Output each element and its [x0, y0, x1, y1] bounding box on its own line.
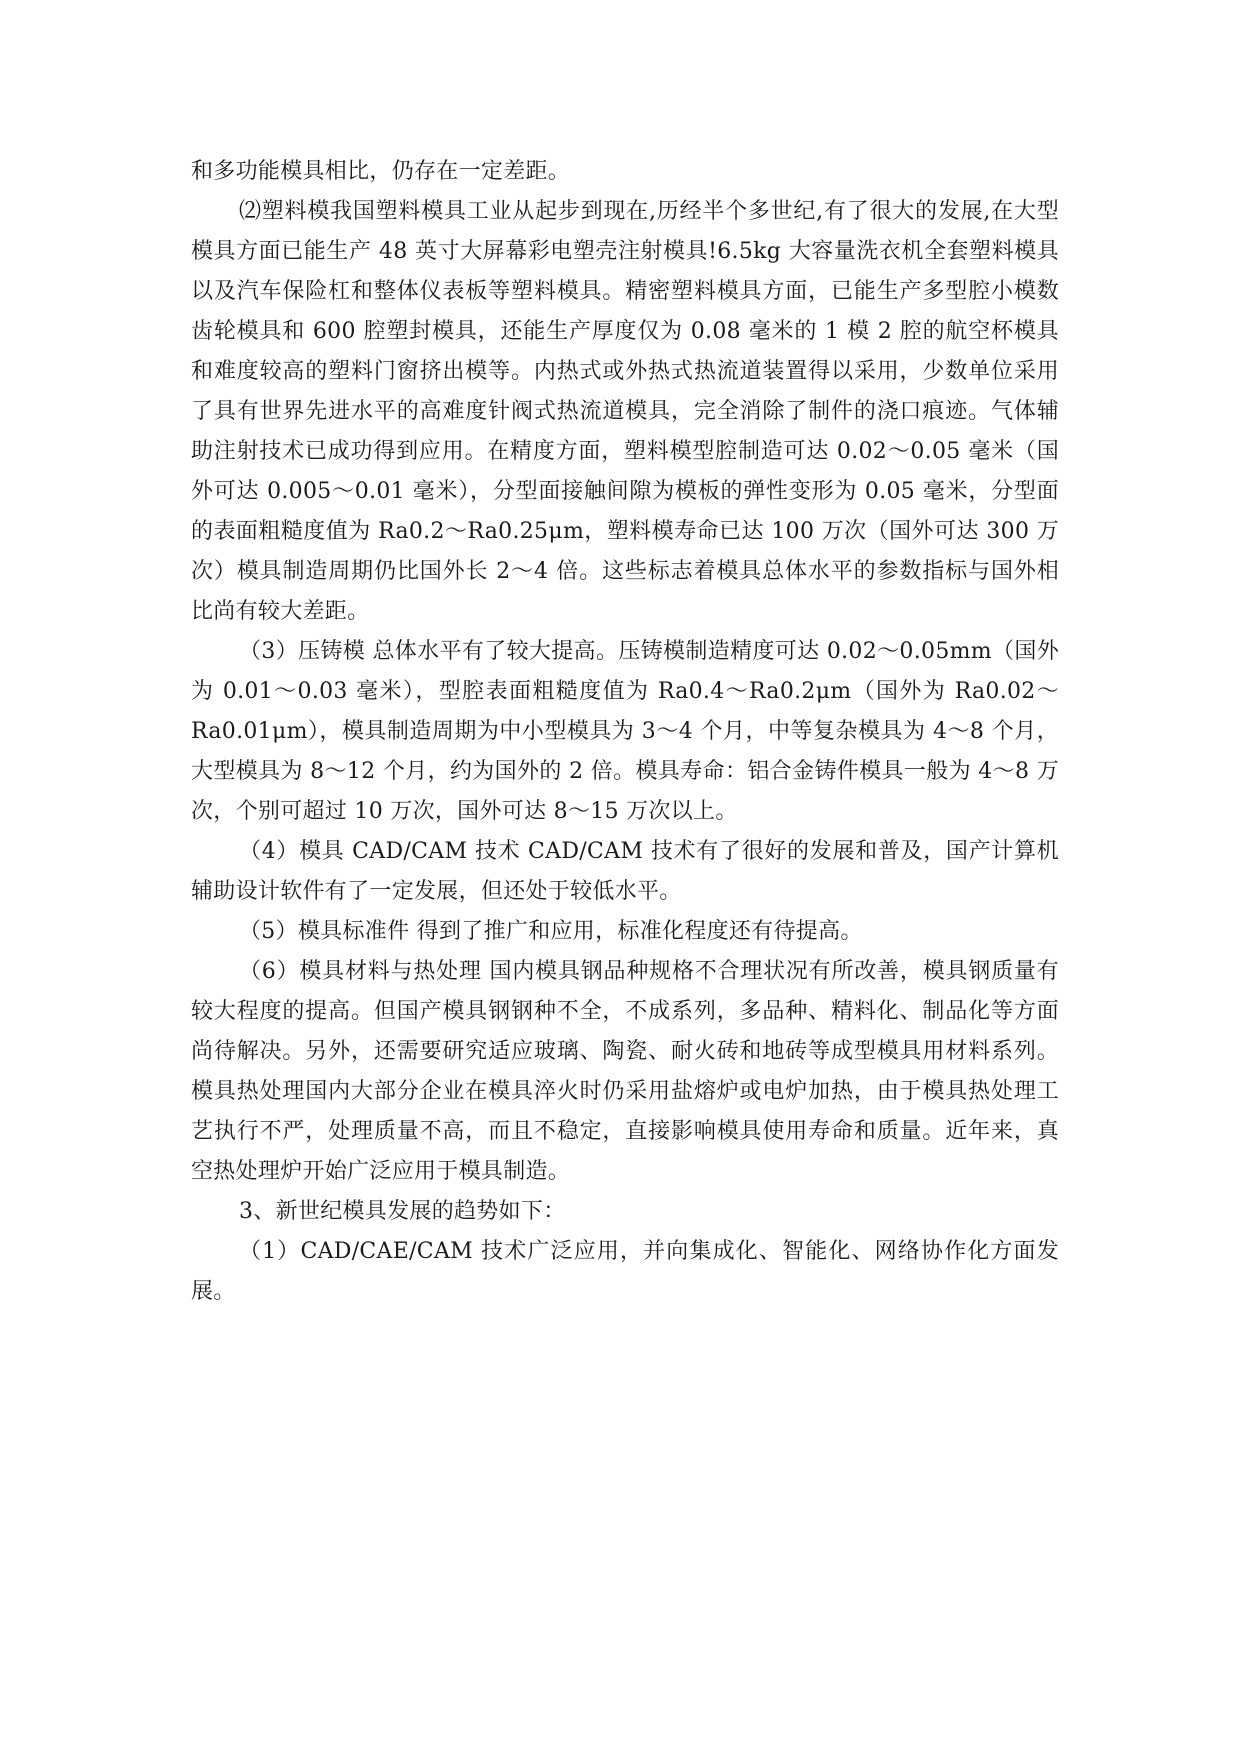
paragraph-continuation: 和多功能模具相比，仍存在一定差距。 — [191, 159, 571, 184]
body-text — [191, 152, 1059, 1312]
paragraph-trend-1: （1）CAD/CAE/CAM 技术广泛应用，并向集成化、智能化、网络协作化方面发展。 — [191, 1239, 1059, 1304]
paragraph-trends-heading: 3、新世纪模具发展的趋势如下： — [239, 1199, 566, 1224]
paragraph-die-casting-molds: （3）压铸模 总体水平有了较大提高。压铸模制造精度可达 0.02～0.05mm（国外为 0.01～0.03 毫米），型腔表面粗糙度值为 Ra0.4～Ra0.2μm（国外为 Ra0.02～Ra0.01μm），模具制造周期为中小型模具为 3～4 个月，中等复杂模具为 4～8 个月，大型模具为 8～12 个月，约为国外的 2 倍。模具寿命：铝合金铸件模具一般为 4～8 万次，个别可超过 10 万次，国外可达 8～15 万次以上。 — [191, 639, 1059, 824]
paragraph-plastic-molds: ⑵塑料模我国塑料模具工业从起步到现在,历经半个多世纪,有了很大的发展,在大型模具方面已能生产 48 英寸大屏幕彩电塑壳注射模具!6.5kg 大容量洗衣机全套塑料模具以及汽车保险杠和整体仪表板等塑料模具。精密塑料模具方面，已能生产多型腔小模数齿轮模具和 600 腔塑封模具，还能生产厚度仅为 0.08 毫米的 1 模 2 腔的航空杯模具和难度较高的塑料门窗挤出模等。内热式或外热式热流道装置得以采用，少数单位采用了具有世界先进水平的高难度针阀式热流道模具，完全消除了制件的浇口痕迹。气体辅助注射技术已成功得到应用。在精度方面，塑料模型腔制造可达 0.02～0.05 毫米（国外可达 0.005～0.01 毫米），分型面接触间隙为模板的弹性变形为 0.05 毫米，分型面的表面粗糙度值为 Ra0.2～Ra0.25μm，塑料模寿命已达 100 万次（国外可达 300 万次）模具制造周期仍比国外长 2～4 倍。这些标志着模具总体水平的参数指标与国外相比尚有较大差距。 — [191, 199, 1059, 624]
paragraph-cad-cam: （4）模具 CAD/CAM 技术 CAD/CAM 技术有了很好的发展和普及，国产计算机辅助设计软件有了一定发展，但还处于较低水平。 — [191, 839, 1059, 904]
paragraph-materials-heat-treatment: （6）模具材料与热处理 国内模具钢品种规格不合理状况有所改善，模具钢质量有较大程度的提高。但国产模具钢钢种不全，不成系列，多品种、精料化、制品化等方面尚待解决。另外，还需要研究适应玻璃、陶瓷、耐火砖和地砖等成型模具用材料系列。模具热处理国内大部分企业在模具淬火时仍采用盐熔炉或电炉加热，由于模具热处理工艺执行不严，处理质量不高，而且不稳定，直接影响模具使用寿命和质量。近年来，真空热处理炉开始广泛应用于模具制造。 — [191, 959, 1059, 1184]
paragraph-standard-parts: （5）模具标准件 得到了推广和应用，标准化程度还有待提高。 — [239, 919, 863, 944]
